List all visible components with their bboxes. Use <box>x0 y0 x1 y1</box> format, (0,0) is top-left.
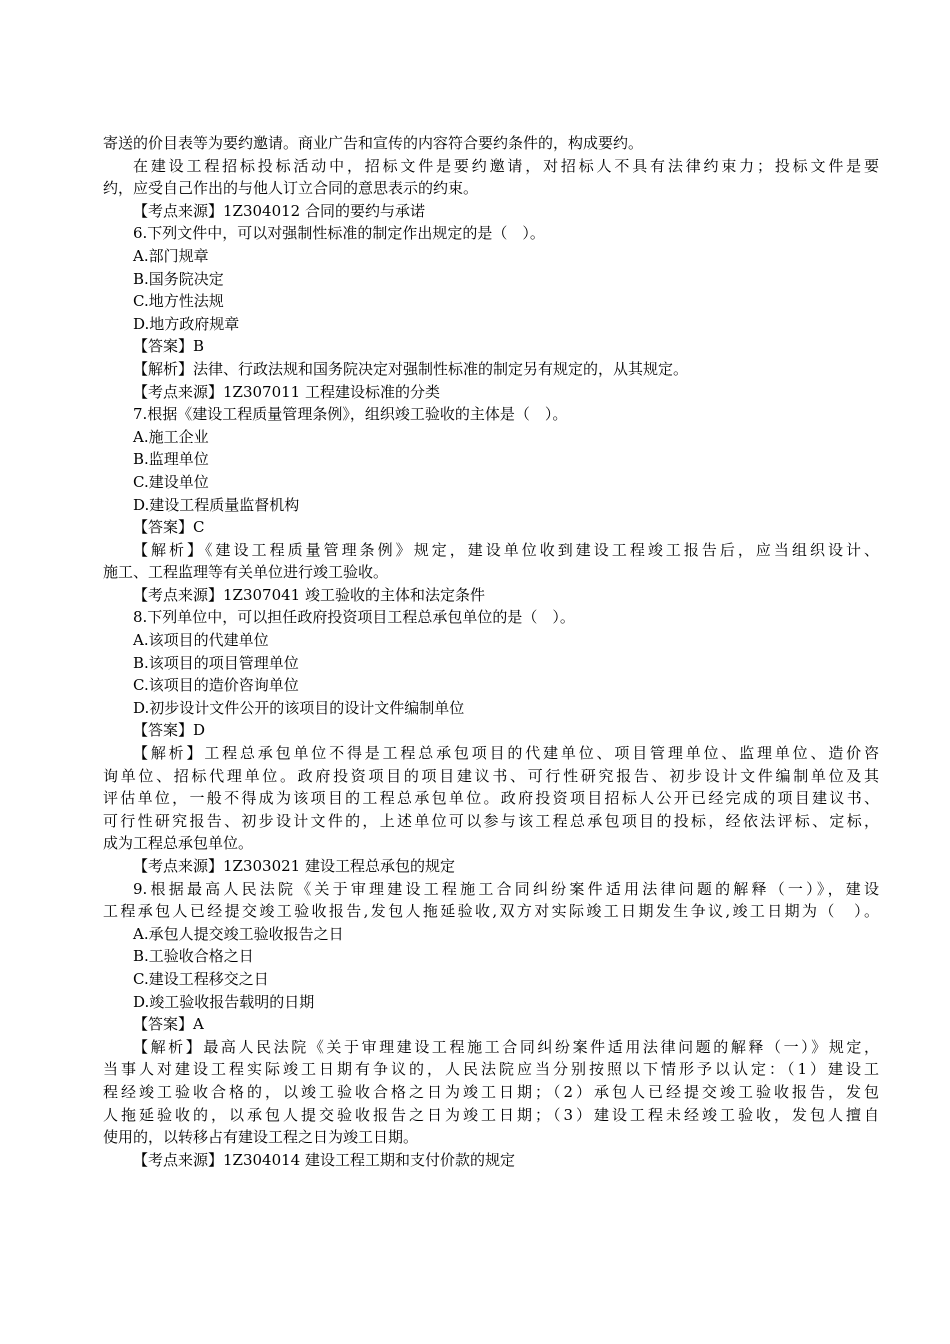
text-line: 【考点来源】1Z307011 工程建设标准的分类 <box>133 382 440 401</box>
text-line: B.工验收合格之日 <box>133 947 254 966</box>
text-line: 约，应受自己作出的与他人订立合同的意思表示的约束。 <box>103 179 479 198</box>
text-line: 评估单位，一般不得成为该项目的工程总承包单位。政府投资项目招标人公开已经完成的项目建议书、 <box>103 789 879 808</box>
text-line: D.竣工验收报告载明的日期 <box>133 992 315 1011</box>
text-line: C.该项目的造价咨询单位 <box>133 676 299 695</box>
text-line: 寄送的价目表等为要约邀请。商业广告和宣传的内容符合要约条件的，构成要约。 <box>103 134 644 152</box>
text-line: 【考点来源】1Z307041 竣工验收的主体和法定条件 <box>133 585 485 604</box>
text-line: 在建设工程招标投标活动中，招标文件是要约邀请，对招标人不具有法律约束力；投标文件是要 <box>133 156 879 175</box>
text-line: C.建设单位 <box>133 472 209 491</box>
text-line: A.该项目的代建单位 <box>133 631 269 650</box>
text-line: 【答案】C <box>133 518 205 537</box>
text-line: 【解析】工程总承包单位不得是工程总承包项目的代建单位、项目管理单位、监理单位、造价咨 <box>133 744 879 763</box>
text-line: 程经竣工验收合格的，以竣工验收合格之日为竣工日期；（2）承包人已经提交竣工验收报告，发包 <box>103 1082 879 1101</box>
text-line: 【答案】A <box>133 1015 204 1034</box>
text-line: 可行性研究报告、初步设计文件的，上述单位可以参与该工程总承包项目的投标，经依法评标、定标， <box>103 811 879 830</box>
text-line: A.部门规章 <box>133 246 209 265</box>
text-line: 成为工程总承包单位。 <box>103 834 254 853</box>
text-line: 9.根据最高人民法院《关于审理建设工程施工合同纠纷案件适用法律问题的解释（一）》，建设 <box>133 879 879 898</box>
text-line: 【答案】B <box>133 337 205 356</box>
text-line: B.监理单位 <box>133 450 209 469</box>
text-line: 【解析】最高人民法院《关于审理建设工程施工合同纠纷案件适用法律问题的解释（一）》规定， <box>133 1037 879 1056</box>
text-line: D.初步设计文件公开的该项目的设计文件编制单位 <box>133 698 465 717</box>
text-line: C.地方性法规 <box>133 292 224 311</box>
text-line: 【考点来源】1Z304014 建设工程工期和支付价款的规定 <box>133 1150 515 1169</box>
text-line: 人拖延验收的，以承包人提交验收报告之日为竣工日期；（3）建设工程未经竣工验收，发包人擅自 <box>103 1105 879 1124</box>
text-line: 询单位、招标代理单位。政府投资项目的项目建议书、可行性研究报告、初步设计文件编制单位及其 <box>103 766 879 785</box>
document-page <box>103 132 879 1171</box>
text-line: A.施工企业 <box>133 427 209 446</box>
text-line: D.地方政府规章 <box>133 314 240 333</box>
text-line: A.承包人提交竣工验收报告之日 <box>133 924 344 943</box>
text-line: 7.根据《建设工程质量管理条例》，组织竣工验收的主体是（ ）。 <box>133 405 568 424</box>
text-line: D.建设工程质量监督机构 <box>133 495 300 514</box>
text-line: 使用的，以转移占有建设工程之日为竣工日期。 <box>103 1128 419 1147</box>
text-line: B.国务院决定 <box>133 269 224 288</box>
text-line: 【答案】D <box>133 721 206 740</box>
text-line: 【解析】法律、行政法规和国务院决定对强制性标准的制定另有规定的，从其规定。 <box>133 359 689 378</box>
text-line: 当事人对建设工程实际竣工日期有争议的，人民法院应当分别按照以下情形予以认定：（1）建设工 <box>103 1060 879 1079</box>
text-line: 【考点来源】1Z303021 建设工程总承包的规定 <box>133 857 455 875</box>
text-line: 工程承包人已经提交竣工验收报告,发包人拖延验收,双方对实际竣工日期发生争议,竣工日期为（ ）。 <box>103 902 879 921</box>
text-line: B.该项目的项目管理单位 <box>133 653 299 672</box>
text-line: 施工、工程监理等有关单位进行竣工验收。 <box>103 563 389 582</box>
text-line: 【考点来源】1Z304012 合同的要约与承诺 <box>133 201 425 220</box>
text-line: 【解析】《建设工程质量管理条例》规定，建设单位收到建设工程竣工报告后，应当组织设计、 <box>133 540 879 559</box>
text-line: C.建设工程移交之日 <box>133 969 269 988</box>
text-line: 8.下列单位中，可以担任政府投资项目工程总承包单位的是（ ）。 <box>133 608 575 627</box>
text-line: 6.下列文件中，可以对强制性标准的制定作出规定的是（ ）。 <box>133 224 545 243</box>
